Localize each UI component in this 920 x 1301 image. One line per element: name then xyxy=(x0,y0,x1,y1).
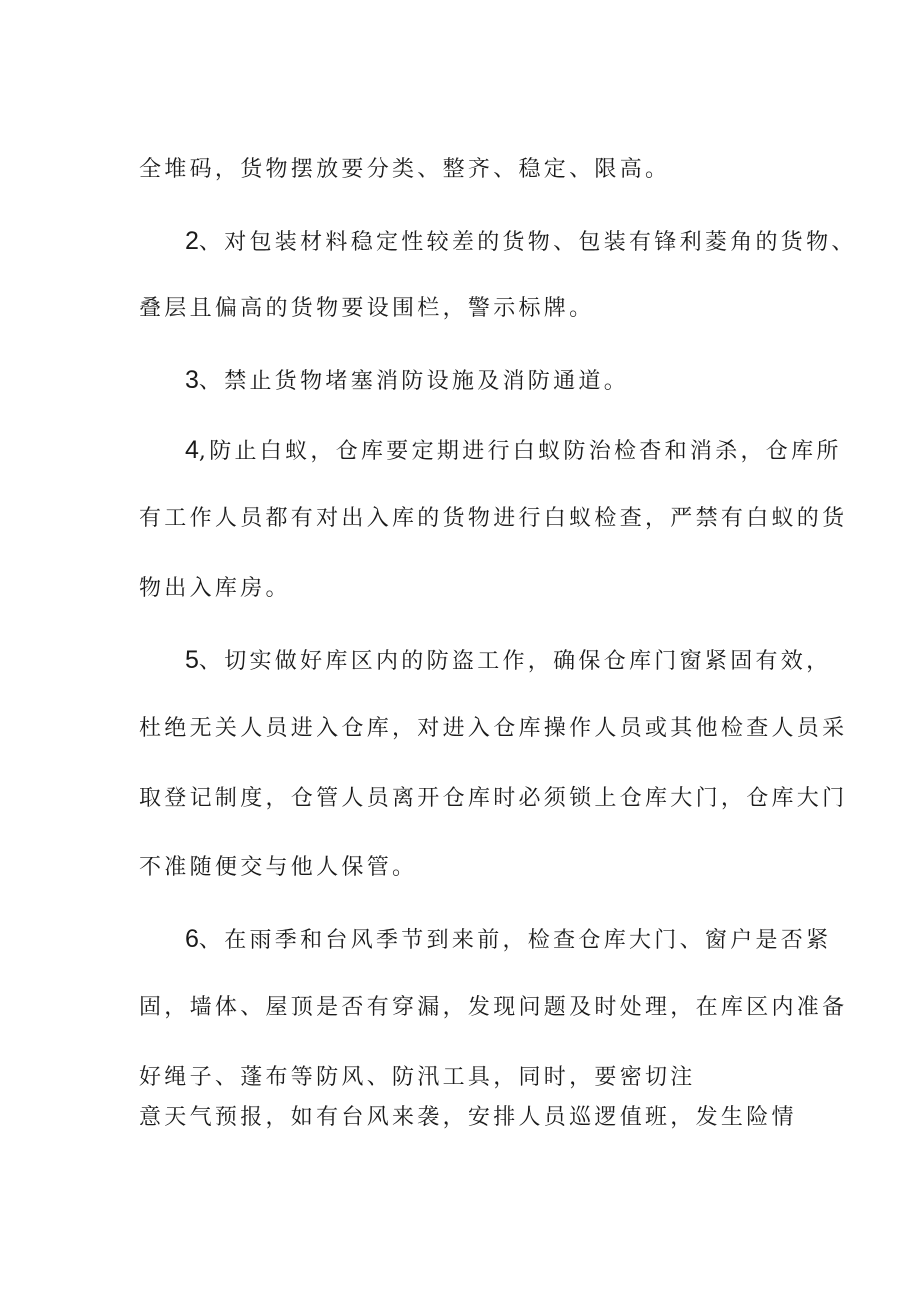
line-text: 、禁止货物堵塞消防设施及消防通道。 xyxy=(198,369,630,394)
line-text: 固，墙体、屋顶是否有穿漏，发现问题及时处理，在库区内准备 xyxy=(139,995,848,1020)
item-number: 2 xyxy=(185,227,199,255)
text-line xyxy=(139,578,291,600)
line-text: ,防止白蚁，仓库要定期进行白蚁防治检杳和消杀，仓库所 xyxy=(198,439,842,464)
line-text: 、在雨季和台风季节到来前，检查仓库大门、窗户是否紧 xyxy=(198,928,832,953)
item-number: 6 xyxy=(185,925,199,953)
text-line xyxy=(139,718,847,740)
line-text: 杜绝无关人员进入仓库，对进入仓库操作人员或其他检查人员采 xyxy=(139,716,848,741)
text-line xyxy=(139,508,847,530)
line-text: 不准随便交与他人保管。 xyxy=(139,855,418,880)
item-number: 3 xyxy=(185,366,199,394)
line-text: 好绳子、蓬布等防风、防汛工具，同时，要密切注 xyxy=(139,1065,696,1090)
numbered-item-4 xyxy=(185,438,842,463)
numbered-item-2 xyxy=(185,229,857,254)
text-line xyxy=(139,298,594,320)
line-text: 物出入库房。 xyxy=(139,576,291,601)
numbered-item-3 xyxy=(185,368,629,393)
text-line xyxy=(139,788,847,810)
item-number: 5 xyxy=(185,646,199,674)
line-text: 叠层且偏高的货物要设围栏，警示标牌。 xyxy=(139,296,595,321)
line-text: 有工作人员都有对出入库的货物进行白蚁检查，严禁有白蚁的货 xyxy=(139,506,848,531)
line-text: 、对包装材料稳定性较差的货物、包装有锋利菱角的货物、 xyxy=(198,230,857,255)
text-line xyxy=(139,857,417,879)
numbered-item-5 xyxy=(185,648,831,673)
line-text: 意天气预报，如有台风来袭，安排人员巡逻值班，发生险情 xyxy=(139,1105,797,1130)
text-line xyxy=(139,1107,797,1129)
item-number: 4 xyxy=(185,436,199,464)
line-text: 、切实做好库区内的防盗工作，确保仓库门窗紧固有效， xyxy=(198,649,832,674)
line-text: 全堆码，货物摆放要分类、整齐、稳定、限高。 xyxy=(139,157,671,182)
text-line xyxy=(139,997,847,1019)
line-text: 取登记制度，仓管人员离开仓库时必须锁上仓库大门，仓库大门 xyxy=(139,786,848,811)
numbered-item-6 xyxy=(185,927,831,952)
text-line xyxy=(139,1067,696,1089)
text-line xyxy=(139,159,670,181)
